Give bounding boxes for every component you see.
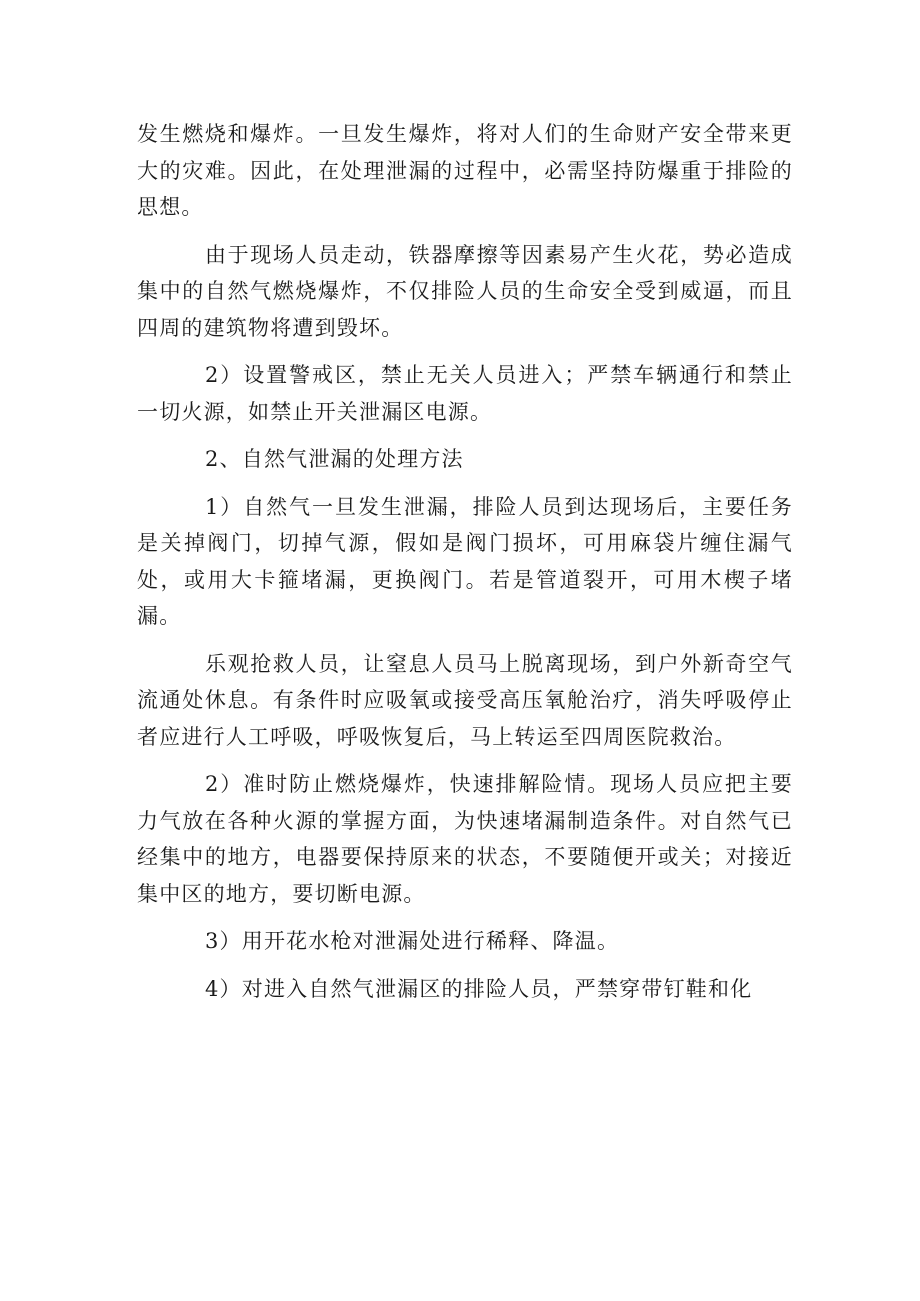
paragraph-1: 发生燃烧和爆炸。一旦发生爆炸，将对人们的生命财产安全带来更大的灾难。因此，在处理泄漏的过程中，必需坚持防爆重于排险的思想。 [137,122,793,219]
paragraph-2: 由于现场人员走动，铁器摩擦等因素易产生火花，势必造成集中的自然气燃烧爆炸，不仅排险人员的生命安全受到威逼，而且四周的建筑物将遭到毁坏。 [137,242,793,340]
paragraph-8: 3）用开花水枪对泄漏处进行稀释、降温。 [205,929,620,953]
paragraph-6: 乐观抢救人员，让窒息人员马上脱离现场，到户外新奇空气流通处休息。有条件时应吸氧或接受高压氧舱治疗，消失呼吸停止者应进行人工呼吸，呼吸恢复后，马上转运至四周医院救治。 [137,651,793,749]
paragraph-9: 4）对进入自然气泄漏区的排险人员，严禁穿带钉鞋和化 [205,976,753,1001]
paragraph-5: 1）自然气一旦发生泄漏，排险人员到达现场后，主要任务是关掉阀门，切掉气源，假如是阀门损坏，可用麻袋片缠住漏气处，或用大卡箍堵漏，更换阀门。若是管道裂开，可用木楔子堵漏。 [137,494,793,628]
paragraph-7: 2）准时防止燃烧爆炸，快速排解险情。现场人员应把主要力气放在各种火源的掌握方面，为快速堵漏制造条件。对自然气已经集中的地方，电器要保持原来的状态，不要随便开或关；对接近集中区的地方，要切断电源。 [137,772,793,906]
document-page [137,116,793,1018]
section-heading: 2、自然气泄漏的处理方法 [205,447,464,471]
paragraph-3: 2）设置警戒区，禁止无关人员进入；严禁车辆通行和禁止一切火源，如禁止开关泄漏区电源。 [137,363,793,424]
